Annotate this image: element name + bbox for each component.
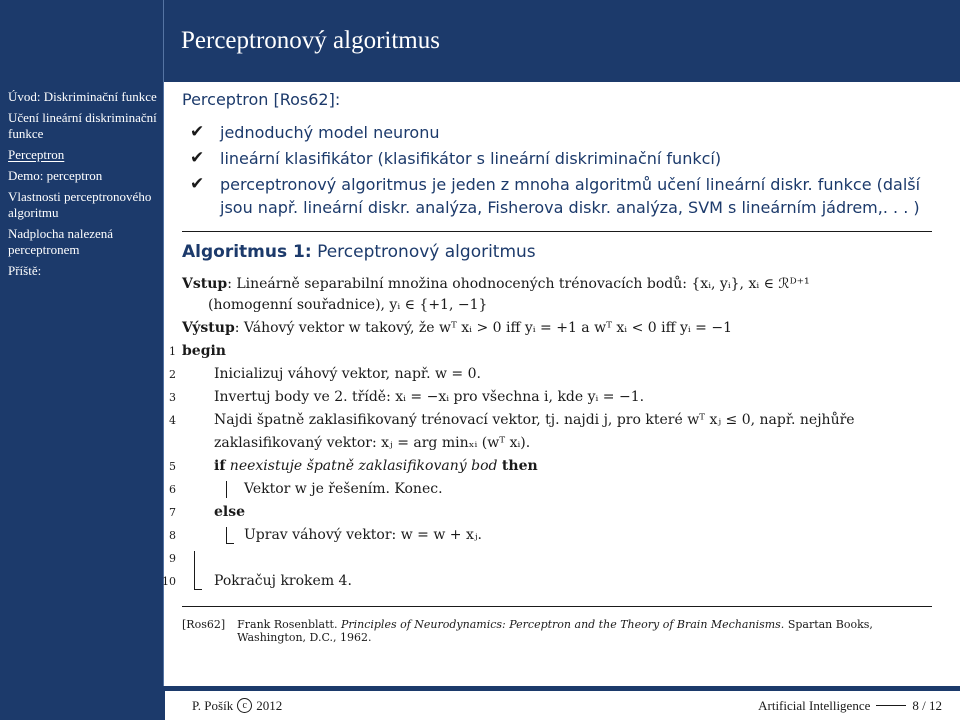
line-text: zaklasifikovaný vektor: xⱼ = arg minₓᵢ (wᵀ xᵢ). <box>214 435 531 451</box>
algo-line <box>169 387 932 408</box>
bullet-item <box>182 121 940 144</box>
checkmark-icon: ✔ <box>190 148 205 168</box>
sidebar-item-demo[interactable]: Demo: perceptron <box>8 168 103 183</box>
line-number: 9 <box>169 552 176 565</box>
outer-block-bar <box>194 551 195 589</box>
output-text: : Váhový vektor w takový, že wᵀ xᵢ > 0 iff yᵢ = +1 a wᵀ xᵢ < 0 iff yᵢ = −1 <box>234 320 732 336</box>
page-number: 8 / 12 <box>912 697 942 713</box>
bullet-text: lineární klasifikátor (klasifikátor s lineární diskriminační funkcí) <box>220 149 722 168</box>
line-number: 1 <box>169 345 176 358</box>
algo-line <box>182 433 932 454</box>
line-number: 7 <box>169 506 176 519</box>
sidebar-item-uceni[interactable]: Učení lineární diskriminační funkce <box>8 110 157 141</box>
line-number: 8 <box>169 529 176 542</box>
keyword-if: if <box>214 458 226 474</box>
sidebar-item-uvod[interactable]: Úvod: Diskriminační funkce <box>8 89 157 104</box>
keyword-then: then <box>501 458 538 474</box>
algo-line <box>169 364 932 385</box>
bullet-text: perceptronový algoritmus je jeden z mnoha algoritmů učení lineární diskr. funkce (další jsou např. lineární diskr. analýza, Fisherova diskr. analýza, SVM s lineárním jádrem,. . . ) <box>220 175 921 217</box>
algo-line <box>169 456 932 477</box>
line-number: 6 <box>169 483 176 496</box>
algorithm-box <box>162 231 932 592</box>
algorithm-body <box>162 274 932 592</box>
algorithm-output <box>182 318 932 339</box>
block-bar <box>226 481 227 498</box>
header-bar <box>0 0 960 82</box>
algo-line <box>169 502 932 523</box>
reference-key: [Ros62] <box>182 618 226 631</box>
footer-year: 2012 <box>256 697 283 713</box>
line-text: Pokračuj krokem 4. <box>214 573 352 589</box>
page-title: Perceptronový algoritmus <box>181 27 440 54</box>
sidebar <box>0 82 164 686</box>
copyright-icon: c <box>237 698 252 713</box>
footer-inner <box>165 691 960 720</box>
algorithm-title <box>182 232 932 274</box>
output-label: Výstup <box>182 320 235 336</box>
line-text: Uprav váhový vektor: w = w + xⱼ. <box>244 527 482 543</box>
reference <box>182 618 942 644</box>
algorithm-name: Perceptronový algoritmus <box>317 242 536 262</box>
intro-text: Perceptron [Ros62]: <box>182 90 341 109</box>
footer-left <box>165 698 282 714</box>
line-number: 2 <box>169 368 176 381</box>
block-bar-foot <box>226 543 234 544</box>
line-number: 4 <box>169 414 176 427</box>
condition-text: neexistuje špatně zaklasifikovaný bod <box>229 458 498 474</box>
algo-line <box>169 341 932 362</box>
line-text: Vektor w je řešením. Konec. <box>244 481 443 497</box>
main-content <box>162 90 942 594</box>
input-text-cont: (homogenní souřadnice), yᵢ ∈ {+1, −1} <box>208 297 488 313</box>
bullet-text: jednoduchý model neuronu <box>220 123 440 142</box>
reference-citation <box>237 618 942 644</box>
footer-author: P. Pošík <box>192 697 234 713</box>
algo-line <box>162 571 932 592</box>
checkmark-icon: ✔ <box>190 122 205 142</box>
reference-publisher: Spartan Books, Washington, D.C., 1962. <box>237 618 873 644</box>
block-bar <box>226 527 227 544</box>
line-text: Inicializuj váhový vektor, např. w = 0. <box>214 366 481 382</box>
line-number: 5 <box>169 460 176 473</box>
line-number: 10 <box>162 575 176 588</box>
algo-line <box>169 525 932 546</box>
bullet-item <box>182 147 940 170</box>
sidebar-item-priste[interactable]: Příště: <box>8 263 42 278</box>
input-text: : Lineárně separabilní množina ohodnocených trénovacích bodů: {xᵢ, yᵢ}, xᵢ ∈ ℛᴰ⁺¹ <box>227 276 810 292</box>
bullet-item <box>182 173 940 219</box>
reference-title: Principles of Neurodynamics: Perceptron and the Theory of Brain Mechanisms. <box>340 618 785 631</box>
line-text: begin <box>182 343 226 359</box>
reference-author: Frank Rosenblatt. <box>237 618 338 631</box>
algo-line <box>169 548 932 569</box>
header-sidebar-strip <box>0 0 163 82</box>
algo-line <box>169 410 932 431</box>
algorithm-number: Algoritmus 1: <box>182 242 312 262</box>
line-text: Najdi špatně zaklasifikovaný trénovací vektor, tj. najdi j, pro které wᵀ xⱼ ≤ 0, např. nejhůře <box>214 412 855 428</box>
outer-block-bar-foot <box>194 589 202 590</box>
sidebar-item-vlastnosti[interactable]: Vlastnosti perceptronového algoritmu <box>8 189 152 220</box>
footer-course: Artificial Intelligence <box>758 697 871 713</box>
footer-bar <box>0 686 960 720</box>
bullet-list <box>182 121 942 219</box>
sidebar-item-perceptron[interactable]: Perceptron <box>8 147 65 162</box>
line-number: 3 <box>169 391 176 404</box>
algorithm-input <box>182 274 932 316</box>
progress-line <box>876 705 906 706</box>
algorithm-bottom-rule <box>182 606 932 607</box>
footer-right <box>758 698 960 714</box>
sidebar-item-nadplocha[interactable]: Nadplocha nalezená perceptronem <box>8 226 114 257</box>
sidebar-nav <box>0 82 163 279</box>
algo-line <box>169 479 932 500</box>
line-text: Invertuj body ve 2. třídě: xᵢ = −xᵢ pro všechna i, kde yᵢ = −1. <box>214 389 645 405</box>
keyword-else: else <box>214 504 246 520</box>
input-label: Vstup <box>182 276 228 292</box>
checkmark-icon: ✔ <box>190 174 205 194</box>
